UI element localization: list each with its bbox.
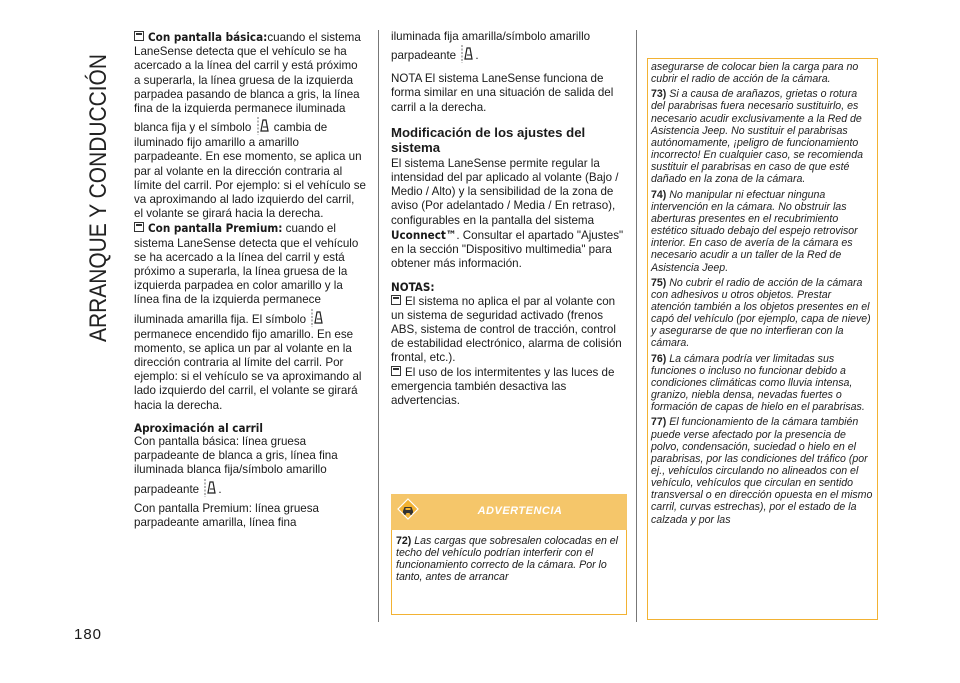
note-paragraph: NOTA El sistema LaneSense funciona de forma similar en una situación de salida del carril a la derecha. [391, 72, 614, 114]
column-left [134, 30, 366, 530]
warning-item [651, 277, 874, 350]
paragraph-text: . [475, 49, 479, 63]
note-item [391, 295, 627, 366]
paragraph-text: Con pantalla básica: línea gruesa parpadeante de blanca a gris, línea fina iluminada blanca fija/símbolo amarillo parpadeante [134, 435, 338, 496]
paragraph [391, 30, 627, 64]
chapter-title [76, 52, 116, 342]
note-text: El sistema no aplica el par al volante con un sistema de seguridad activado (frenos ABS, sistema de control de tracción, control de estabilidad electrónico, alarma de colisión frontal, etc.). [391, 294, 622, 365]
column-middle [391, 30, 627, 408]
warning-number: 72) [396, 535, 412, 547]
warning-number: 73) [651, 88, 667, 101]
warning-text: No cubrir el radio de acción de la cámara con adhesivos u otros objetos. Prestar atención también a los objetos presentes en el capó del vehículo (por ejemplo, capa de nieve) y asegurarse de que no interfieran con la cámara. [651, 276, 871, 350]
section-heading: Modificación de los ajustes del sistema [391, 124, 586, 155]
paragraph-text: iluminada fija amarilla/símbolo amarillo parpadeante [391, 30, 591, 63]
warning-intro: asegurarse de colocar bien la carga para no cubrir el radio de acción de la cámara. [651, 61, 859, 86]
warning-text: Las cargas que sobresalen colocadas en el techo del vehículo podrían interferir con el funcionamiento correcto de la cámara. Por lo tanto, antes de arrancar [396, 535, 619, 584]
paragraph-text: . [218, 482, 222, 496]
warning-item [651, 189, 874, 274]
paragraph [134, 435, 366, 498]
warning-body [391, 530, 627, 615]
bullet-square-icon [134, 222, 144, 232]
column-divider [636, 30, 637, 622]
bullet-premium-display [134, 221, 366, 412]
warning-item [651, 353, 874, 414]
page-number: 180 [74, 626, 103, 643]
lanesense-icon [257, 116, 269, 136]
bullet-text: permanece encendido fijo amarillo. En ese momento, se aplica un par al volante en la dirección contraria al límite del carril. Por ejemplo: si el vehículo se va aproximando al lado izquierdo del carril, el volante se girará hacia la derecha. [134, 327, 362, 412]
note-item [391, 366, 627, 409]
bullet-basic-display [134, 30, 366, 221]
paragraph-text: El sistema LaneSense permite regular la intensidad del par aplicado al volante (Bajo / Medio / Alto) y la sensibilidad de la zona de aviso (Por adelantado / Media / En retraso), configurables en la pantalla del sistema [391, 156, 619, 227]
warning-text: La cámara podría ver limitadas sus funciones o incluso no funcionar debido a condiciones climáticas como lluvia intensa, granizo, niebla densa, nevadas fuertes o formación de capas de hielo en el parabrisas. [651, 352, 865, 414]
lanesense-icon [311, 308, 323, 328]
warning-number: 74) [651, 188, 667, 201]
bullet-text: cuando el sistema LaneSense detecta que el vehículo se ha acercado a la línea del carril y está próximo a superarla, la línea gruesa de la izquierda parpadea en color amarillo y la línea fina de la izquierda permanece iluminada amarilla fija. El símbolo [134, 222, 359, 326]
warning-number: 75) [651, 276, 667, 289]
lanesense-icon [204, 478, 216, 498]
paragraph: Con pantalla Premium: línea gruesa parpadeante amarilla, línea fina [134, 501, 319, 529]
bullet-square-icon [391, 295, 401, 305]
paragraph [391, 157, 627, 272]
bullet-square-icon [134, 31, 144, 41]
warning-text: No manipular ni efectuar ninguna intervención en la cámara. No obstruir las aberturas presentes en el recubrimiento estético situado debajo del espejo retrovisor interior. En caso de avería de la cámara es necesario acudir a un taller de la Red de Asistencia Jeep. [651, 188, 858, 274]
column-divider [378, 30, 379, 622]
warning-text: El funcionamiento de la cámara también puede verse afectado por la presencia de polvo, condensación, suciedad o hielo en el parabrisas, por las condiciones del tráfico (por ej., vehículos circulando no alineados con el vehículo, vehículos que circulan en sentido transversal o en dirección opuesta en el mismo carril, curvas estrechas), por el estado de la calzada y por las [651, 416, 873, 526]
warning-title: ADVERTENCIA [477, 505, 563, 517]
warning-item [651, 88, 874, 185]
warning-number: 76) [651, 352, 667, 365]
notes-heading: NOTAS: [391, 280, 435, 295]
bullet-title: Con pantalla básica: [148, 30, 268, 44]
bullet-text: cuando el sistema LaneSense detecta que el vehículo se ha acercado a la línea del carril y está próximo a superarla, la línea gruesa de la izquierda parpadea pasando de blanca a gris, la línea fina de la izquierda permanece iluminada blanca fija y el símbolo [134, 31, 361, 135]
bullet-title: Con pantalla Premium: [148, 221, 283, 236]
lanesense-icon [461, 44, 473, 64]
warning-item [651, 416, 874, 525]
bullet-text: cambia de iluminado fijo amarillo a amarillo parpadeante. En ese momento, se aplica un par al volante en la dirección contraria al límite del carril. Por ejemplo: si el vehículo se va aproximando al lado izquierdo del carril, el volante se girará hacia la derecha. [134, 121, 366, 221]
chapter-title-vertical [76, 52, 116, 342]
warning-number: 77) [651, 416, 667, 429]
warning-text: Si a causa de arañazos, grietas o rotura del parabrisas fuera necesario sustituirlo, es necesario acudir exclusivamente a la Red de Asistencia Jeep. No sustituir el parabrisas autónomamente, ¡peligro de funcionamiento incorrecto! En cualquier caso, se recomienda sustituir el parabrisas en caso de que esté dañado en la zona de la cámara. [651, 88, 863, 186]
brand-name: Uconnect™ [391, 227, 457, 242]
note-text: El uso de los intermitentes y las luces de emergencia también desactiva las advertencias. [391, 365, 615, 408]
chapter-title-text: ARRANQUE Y CONDUCCIÓN [85, 52, 112, 342]
paragraph-text: . Consultar el apartado "Ajustes" en la sección "Dispositivo multimedia" para obtener más información. [391, 228, 624, 271]
section-heading: Aproximación al carril [134, 420, 263, 435]
warning-car-icon [397, 498, 419, 520]
bullet-square-icon [391, 366, 401, 376]
warning-continued-box [647, 58, 878, 620]
